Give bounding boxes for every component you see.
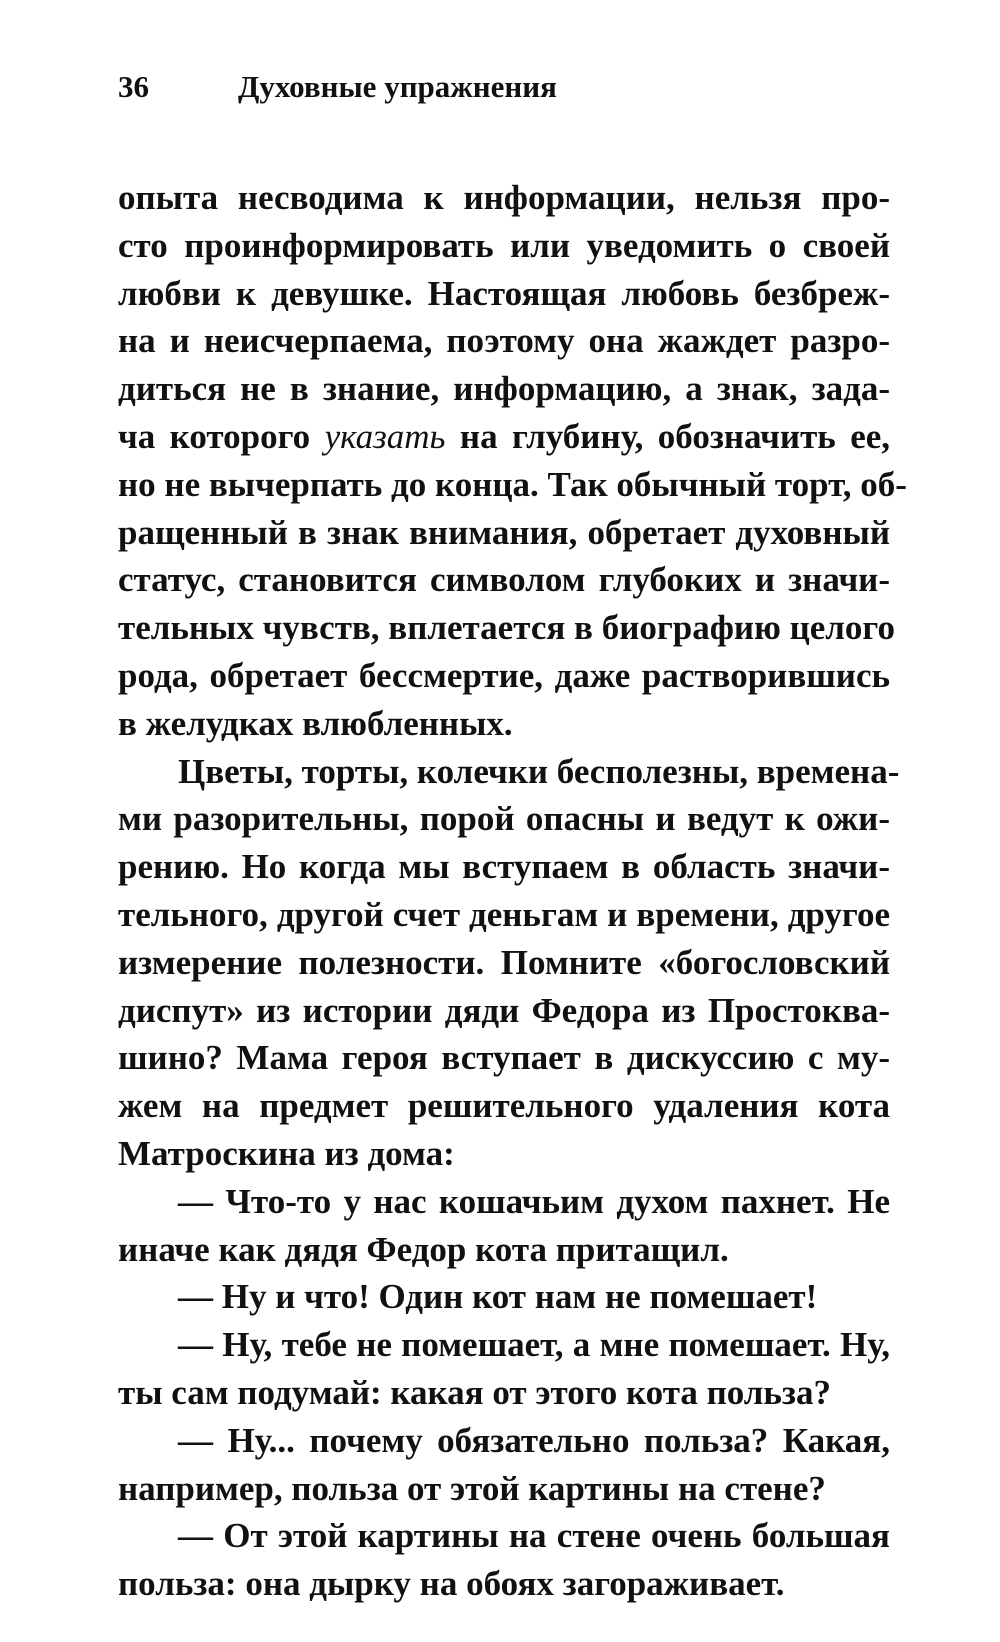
text-line: диспут» из истории дяди Федора из Простоква- <box>118 990 890 1030</box>
text-line: польза: она дырку на обоях загораживает. <box>118 1564 785 1604</box>
text-line: любви к девушке. Настоящая любовь безбреж- <box>118 273 890 313</box>
text-line: тельного, другой счет деньгам и времени, другое <box>118 894 890 934</box>
text-line: ми разорительны, порой опасны и ведут к ожи- <box>118 799 890 839</box>
text-line-with-emphasis <box>118 413 890 461</box>
text-line: жем на предмет решительного удаления кота <box>118 1086 890 1126</box>
body-text <box>118 174 907 1608</box>
book-title: Духовные упражнения <box>238 69 557 104</box>
text-line: на и неисчерпаема, поэтому она жаждет разро- <box>118 321 890 361</box>
text-line: сто проинформировать или уведомить о своей <box>118 225 890 265</box>
text-line: но не вычерпать до конца. Так обычный торт, об- <box>118 464 907 504</box>
text-line: статус, становится символом глубоких и значи- <box>118 560 890 600</box>
dialogue-line: — Ну... почему обязательно польза? Какая, <box>178 1420 890 1460</box>
text-line: рению. Но когда мы вступаем в область значи- <box>118 847 890 887</box>
text-segment: ча которого <box>118 416 311 456</box>
text-line: ращенный в знак внимания, обретает духовный <box>118 512 890 552</box>
page-number: 36 <box>118 69 149 104</box>
dialogue-line: — Ну, тебе не помешает, а мне помешает. Ну, <box>178 1325 890 1365</box>
dialogue-line: — От этой картины на стене очень большая <box>178 1516 890 1556</box>
text-line: измерение полезности. Помните «богословский <box>118 942 890 982</box>
text-line: Цветы, торты, колечки бесполезны, времена- <box>178 751 900 791</box>
text-line: диться не в знание, информацию, а знак, зада- <box>118 369 890 409</box>
text-line: например, польза от этой картины на стене? <box>118 1468 826 1508</box>
dialogue-line: — Ну и что! Один кот нам не помешает! <box>178 1277 818 1317</box>
text-line: иначе как дядя Федор кота притащил. <box>118 1229 729 1269</box>
text-line: ты сам подумай: какая от этого кота польза? <box>118 1372 831 1412</box>
text-segment: на глубину, обозначить ее, <box>459 416 891 456</box>
emphasized-word: указать <box>324 416 446 456</box>
running-head <box>118 62 888 112</box>
text-line: шино? Мама героя вступает в дискуссию с му- <box>118 1038 890 1078</box>
text-line: тельных чувств, вплетается в биографию целого <box>118 608 895 648</box>
text-line: в желудках влюбленных. <box>118 703 513 743</box>
text-line: рода, обретает бессмертие, даже растворившись <box>118 655 890 695</box>
text-line: Матроскина из дома: <box>118 1133 455 1173</box>
dialogue-line: — Что-то у нас кошачьим духом пахнет. Не <box>178 1181 890 1221</box>
text-line: опыта несводима к информации, нельзя про- <box>118 178 890 217</box>
